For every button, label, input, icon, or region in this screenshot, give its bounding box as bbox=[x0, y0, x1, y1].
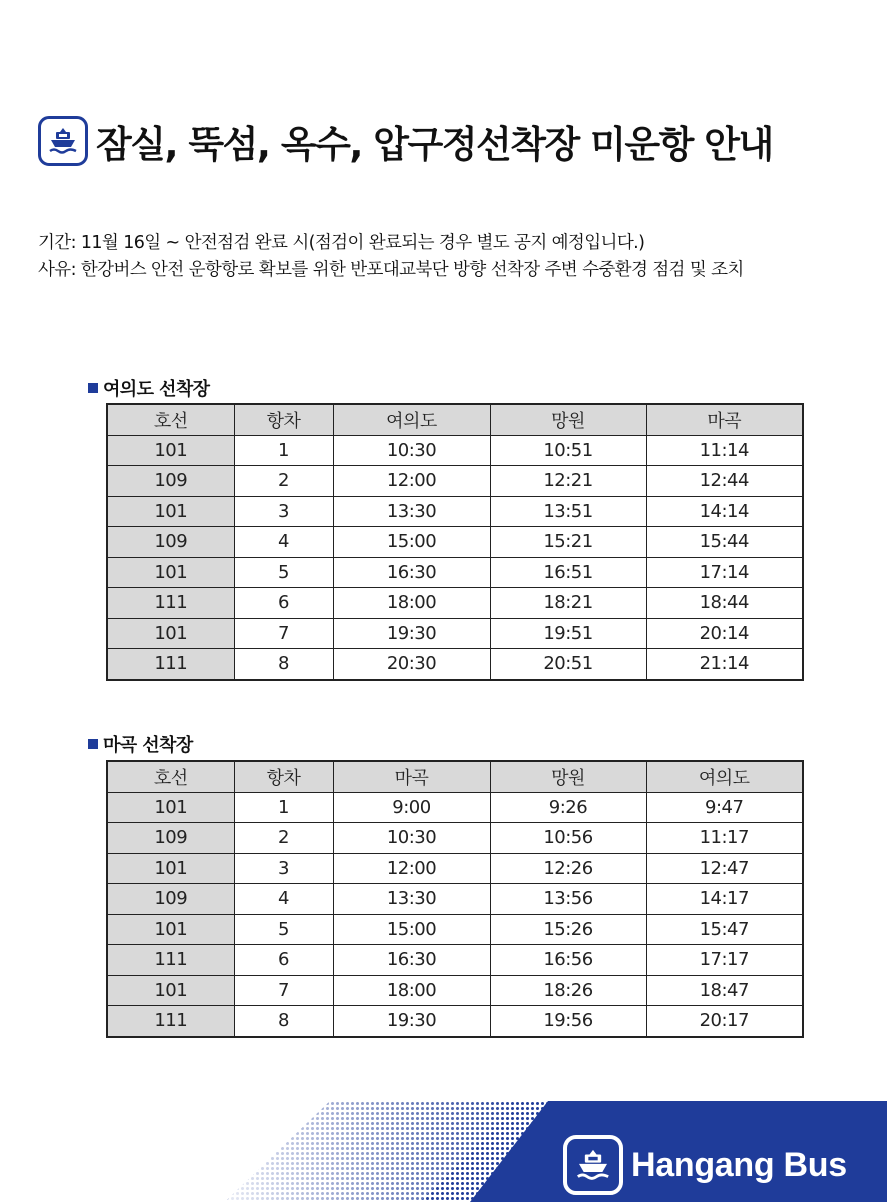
departure-time-cell: 19:56 bbox=[490, 1006, 646, 1037]
route-line-cell: 101 bbox=[107, 557, 234, 588]
route-line-cell: 111 bbox=[107, 945, 234, 976]
departure-time-cell: 17:17 bbox=[646, 945, 803, 976]
departure-time-cell: 15:00 bbox=[333, 914, 490, 945]
departure-time-cell: 9:47 bbox=[646, 792, 803, 823]
route-line-cell: 111 bbox=[107, 588, 234, 619]
trip-number-cell: 1 bbox=[234, 792, 333, 823]
departure-time-cell: 13:30 bbox=[333, 884, 490, 915]
departure-time-cell: 10:51 bbox=[490, 435, 646, 466]
departure-time-cell: 17:14 bbox=[646, 557, 803, 588]
departure-time-cell: 12:21 bbox=[490, 466, 646, 497]
table-row bbox=[107, 975, 803, 1006]
trip-number-cell: 2 bbox=[234, 823, 333, 854]
departure-time-cell: 9:00 bbox=[333, 792, 490, 823]
square-bullet-icon bbox=[88, 739, 98, 749]
table-header-row bbox=[107, 404, 803, 435]
route-line-cell: 109 bbox=[107, 527, 234, 558]
table-row bbox=[107, 557, 803, 588]
departure-time-cell: 18:44 bbox=[646, 588, 803, 619]
table-row bbox=[107, 527, 803, 558]
table-row bbox=[107, 945, 803, 976]
trip-number-cell: 2 bbox=[234, 466, 333, 497]
departure-time-cell: 9:26 bbox=[490, 792, 646, 823]
departure-time-cell: 18:47 bbox=[646, 975, 803, 1006]
trip-number-cell: 4 bbox=[234, 527, 333, 558]
table-row bbox=[107, 466, 803, 497]
table-row bbox=[107, 618, 803, 649]
trip-number-cell: 1 bbox=[234, 435, 333, 466]
table-row bbox=[107, 435, 803, 466]
section-heading-magok bbox=[88, 731, 193, 757]
departure-time-cell: 19:51 bbox=[490, 618, 646, 649]
column-header: 망원 bbox=[490, 404, 646, 435]
column-header: 항차 bbox=[234, 404, 333, 435]
route-line-cell: 109 bbox=[107, 823, 234, 854]
table-row bbox=[107, 853, 803, 884]
trip-number-cell: 6 bbox=[234, 588, 333, 619]
trip-number-cell: 5 bbox=[234, 914, 333, 945]
route-line-cell: 111 bbox=[107, 1006, 234, 1037]
table-row bbox=[107, 884, 803, 915]
brand-name: Hangang Bus bbox=[631, 1145, 847, 1184]
route-line-cell: 109 bbox=[107, 466, 234, 497]
trip-number-cell: 8 bbox=[234, 649, 333, 680]
departure-time-cell: 15:26 bbox=[490, 914, 646, 945]
departure-time-cell: 18:21 bbox=[490, 588, 646, 619]
departure-time-cell: 16:51 bbox=[490, 557, 646, 588]
departure-time-cell: 11:14 bbox=[646, 435, 803, 466]
departure-time-cell: 15:47 bbox=[646, 914, 803, 945]
table-row bbox=[107, 914, 803, 945]
notice-header bbox=[38, 113, 773, 169]
brand-logo bbox=[563, 1131, 847, 1199]
departure-time-cell: 13:56 bbox=[490, 884, 646, 915]
column-header: 항차 bbox=[234, 761, 333, 792]
notice-info bbox=[38, 230, 744, 284]
departure-time-cell: 20:51 bbox=[490, 649, 646, 680]
table-header-row bbox=[107, 761, 803, 792]
trip-number-cell: 5 bbox=[234, 557, 333, 588]
trip-number-cell: 6 bbox=[234, 945, 333, 976]
route-line-cell: 101 bbox=[107, 618, 234, 649]
departure-time-cell: 15:21 bbox=[490, 527, 646, 558]
notice-reason: 사유: 한강버스 안전 운항항로 확보를 위한 반포대교북단 방향 선착장 주변 수중환경 점검 및 조치 bbox=[38, 260, 744, 280]
departure-time-cell: 11:17 bbox=[646, 823, 803, 854]
departure-time-cell: 16:30 bbox=[333, 945, 490, 976]
departure-time-cell: 12:00 bbox=[333, 466, 490, 497]
route-line-cell: 101 bbox=[107, 914, 234, 945]
table-row bbox=[107, 1006, 803, 1037]
page-title: 잠실, 뚝섬, 옥수, 압구정선착장 미운항 안내 bbox=[96, 123, 773, 166]
departure-time-cell: 13:30 bbox=[333, 496, 490, 527]
ferry-boat-icon bbox=[38, 116, 88, 166]
departure-time-cell: 18:00 bbox=[333, 975, 490, 1006]
column-header: 마곡 bbox=[333, 761, 490, 792]
route-line-cell: 101 bbox=[107, 435, 234, 466]
timetable-yeouido bbox=[106, 403, 804, 681]
departure-time-cell: 19:30 bbox=[333, 618, 490, 649]
departure-time-cell: 21:14 bbox=[646, 649, 803, 680]
route-line-cell: 101 bbox=[107, 792, 234, 823]
departure-time-cell: 16:30 bbox=[333, 557, 490, 588]
column-header: 여의도 bbox=[333, 404, 490, 435]
trip-number-cell: 8 bbox=[234, 1006, 333, 1037]
section-heading-label: 여의도 선착장 bbox=[103, 379, 210, 400]
departure-time-cell: 19:30 bbox=[333, 1006, 490, 1037]
route-line-cell: 109 bbox=[107, 884, 234, 915]
trip-number-cell: 7 bbox=[234, 618, 333, 649]
ferry-boat-icon bbox=[563, 1135, 623, 1195]
departure-time-cell: 15:44 bbox=[646, 527, 803, 558]
column-header: 여의도 bbox=[646, 761, 803, 792]
table-row bbox=[107, 588, 803, 619]
departure-time-cell: 14:17 bbox=[646, 884, 803, 915]
departure-time-cell: 12:26 bbox=[490, 853, 646, 884]
section-heading-yeouido bbox=[88, 375, 209, 401]
table-row bbox=[107, 823, 803, 854]
notice-period: 기간: 11월 16일 ~ 안전점검 완료 시(점검이 완료되는 경우 별도 공지 예정입니다.) bbox=[38, 233, 645, 253]
column-header: 망원 bbox=[490, 761, 646, 792]
route-line-cell: 111 bbox=[107, 649, 234, 680]
departure-time-cell: 20:30 bbox=[333, 649, 490, 680]
route-line-cell: 101 bbox=[107, 975, 234, 1006]
departure-time-cell: 13:51 bbox=[490, 496, 646, 527]
route-line-cell: 101 bbox=[107, 496, 234, 527]
departure-time-cell: 10:30 bbox=[333, 823, 490, 854]
departure-time-cell: 10:56 bbox=[490, 823, 646, 854]
timetable-magok bbox=[106, 760, 804, 1038]
table-row bbox=[107, 792, 803, 823]
column-header: 마곡 bbox=[646, 404, 803, 435]
departure-time-cell: 12:47 bbox=[646, 853, 803, 884]
column-header: 호선 bbox=[107, 404, 234, 435]
trip-number-cell: 3 bbox=[234, 496, 333, 527]
departure-time-cell: 16:56 bbox=[490, 945, 646, 976]
trip-number-cell: 7 bbox=[234, 975, 333, 1006]
departure-time-cell: 18:00 bbox=[333, 588, 490, 619]
departure-time-cell: 20:14 bbox=[646, 618, 803, 649]
table-row bbox=[107, 496, 803, 527]
departure-time-cell: 12:00 bbox=[333, 853, 490, 884]
departure-time-cell: 12:44 bbox=[646, 466, 803, 497]
departure-time-cell: 10:30 bbox=[333, 435, 490, 466]
column-header: 호선 bbox=[107, 761, 234, 792]
departure-time-cell: 14:14 bbox=[646, 496, 803, 527]
departure-time-cell: 20:17 bbox=[646, 1006, 803, 1037]
departure-time-cell: 15:00 bbox=[333, 527, 490, 558]
square-bullet-icon bbox=[88, 383, 98, 393]
section-heading-label: 마곡 선착장 bbox=[103, 735, 193, 756]
route-line-cell: 101 bbox=[107, 853, 234, 884]
table-row bbox=[107, 649, 803, 680]
trip-number-cell: 4 bbox=[234, 884, 333, 915]
departure-time-cell: 18:26 bbox=[490, 975, 646, 1006]
trip-number-cell: 3 bbox=[234, 853, 333, 884]
